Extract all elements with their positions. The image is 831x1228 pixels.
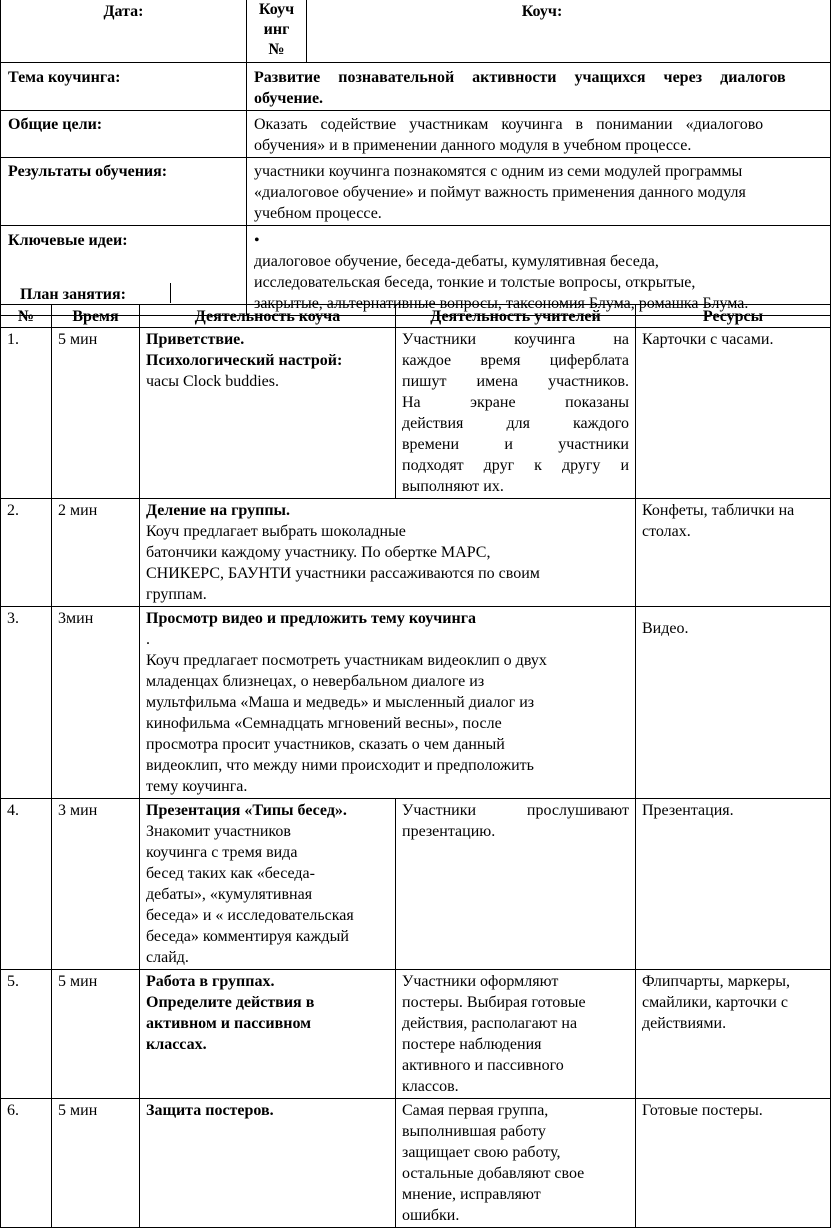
row-number: 6.	[1, 1099, 52, 1228]
coach-activity: Защита постеров.	[140, 1099, 396, 1228]
table-row	[1, 799, 831, 970]
resources: Презентация.	[636, 799, 831, 970]
results-value-cell	[247, 158, 831, 226]
bullet-icon: •	[254, 232, 260, 249]
coaching-number-label: Коуч инг №	[258, 1, 295, 58]
col-header-time: Время	[52, 305, 140, 328]
goals-value: Оказать содействие участникам коучинга в понимании «диалогово обучения» и в применении данного модуля в учебном процессе.	[254, 116, 764, 154]
coaching-info-table	[0, 0, 831, 316]
row-time: 5 мин	[52, 970, 140, 1099]
coach-activity: Просмотр видео и предложить тему коучинга . Коуч предлагает посмотреть участникам видеоклип о двух младенцах близнецах, о невербальном диалоге из мультфильма «Маша и медведь» и мысленный диалог из кинофильма «Семнадцать мгновений весны», после просмотра просит участников, сказать о чем данный видеоклип, что между ними происходит и предположить тему коучинга.	[140, 607, 636, 799]
row-number: 3.	[1, 607, 52, 799]
row-number: 1.	[1, 328, 52, 499]
topic-value: Развитие познавательной активности учащихся через диалогов обучение.	[254, 69, 786, 107]
col-header-resources: Ресурсы	[636, 305, 831, 328]
col-header-teacher-activity: Деятельность учителей	[396, 305, 636, 328]
results-label: Результаты обучения:	[8, 163, 168, 180]
resources: Флипчарты, маркеры, смайлики, карточки с действиями.	[636, 970, 831, 1099]
topic-label-cell	[1, 63, 247, 111]
key-ideas-value: • диалоговое обучение, беседа-дебаты, кумулятивная беседа, исследовательская беседа, тонкие и толстые вопросы, открытые, закрытые, альтернативные вопросы, таксономия Блума, ромашка Блума.	[254, 232, 749, 312]
topic-value-cell	[247, 63, 831, 111]
coaching-number-cell	[247, 0, 307, 63]
table-row	[1, 607, 831, 799]
date-label: Дата:	[103, 3, 144, 20]
row-number: 5.	[1, 970, 52, 1099]
plan-label-divider	[170, 283, 171, 303]
resources: Видео.	[636, 607, 831, 799]
header-row	[1, 0, 831, 63]
teacher-activity: Участники прослушивают презентацию.	[396, 799, 636, 970]
row-time: 3 мин	[52, 799, 140, 970]
plan-label-strip	[0, 283, 186, 303]
goals-row	[1, 111, 831, 158]
key-ideas-label: Ключевые идеи:	[8, 232, 128, 249]
coach-activity: Деление на группы. Коуч предлагает выбрать шоколадные батончики каждому участнику. По обертке МАРС, СНИКЕРС, БАУНТИ участники рассаживаются по своим группам.	[140, 499, 636, 607]
table-row	[1, 1099, 831, 1228]
goals-value-cell	[247, 111, 831, 158]
results-row	[1, 158, 831, 226]
col-header-number: №	[1, 305, 52, 328]
plan-label: План занятия:	[20, 286, 127, 303]
coach-activity: Работа в группах. Определите действия в активном и пассивном классах.	[140, 970, 396, 1099]
coach-label: Коуч:	[521, 3, 563, 20]
row-number: 2.	[1, 499, 52, 607]
row-number: 4.	[1, 799, 52, 970]
table-row	[1, 328, 831, 499]
results-label-cell	[1, 158, 247, 226]
row-time: 3мин	[52, 607, 140, 799]
topic-row	[1, 63, 831, 111]
coach-activity: Приветствие. Психологический настрой: часы Clock buddies.	[140, 328, 396, 499]
resources: Конфеты, таблички на столах.	[636, 499, 831, 607]
col-header-coach-activity: Деятельность коуча	[140, 305, 396, 328]
results-value: участники коучинга познакомятся с одним из семи модулей программы «диалоговое обучение» и поймут важность применения данного модуля учебном процессе.	[254, 163, 746, 222]
table-row	[1, 970, 831, 1099]
lesson-plan-table	[0, 304, 831, 1228]
teacher-activity: Участники коучинга на каждое время циферблата пишут имена участников. На экране показаны действия для каждого времени и участники подходят друг к другу и выполняют их.	[396, 328, 636, 499]
resources: Карточки с часами.	[636, 328, 831, 499]
goals-label-cell	[1, 111, 247, 158]
row-time: 5 мин	[52, 328, 140, 499]
teacher-activity: Самая первая группа, выполнившая работу защищает свою работу, остальные добавляют свое мнение, исправляют ошибки.	[396, 1099, 636, 1228]
coach-activity: Презентация «Типы бесед». Знакомит участников коучинга с тремя вида бесед таких как «беседа- дебаты», «кумулятивная беседа» и « исследовательская беседа» комментируя каждый слайд.	[140, 799, 396, 970]
goals-label: Общие цели:	[8, 116, 103, 133]
date-label-cell	[1, 0, 247, 63]
topic-label: Тема коучинга:	[8, 69, 121, 86]
table-row	[1, 499, 831, 607]
key-ideas-value-cell	[247, 226, 831, 316]
teacher-activity: Участники оформляют постеры. Выбирая готовые действия, располагают на постере наблюдения активного и пассивного классов.	[396, 970, 636, 1099]
row-time: 5 мин	[52, 1099, 140, 1228]
coach-label-cell	[307, 0, 831, 63]
resources: Готовые постеры.	[636, 1099, 831, 1228]
plan-header-row	[1, 305, 831, 328]
row-time: 2 мин	[52, 499, 140, 607]
